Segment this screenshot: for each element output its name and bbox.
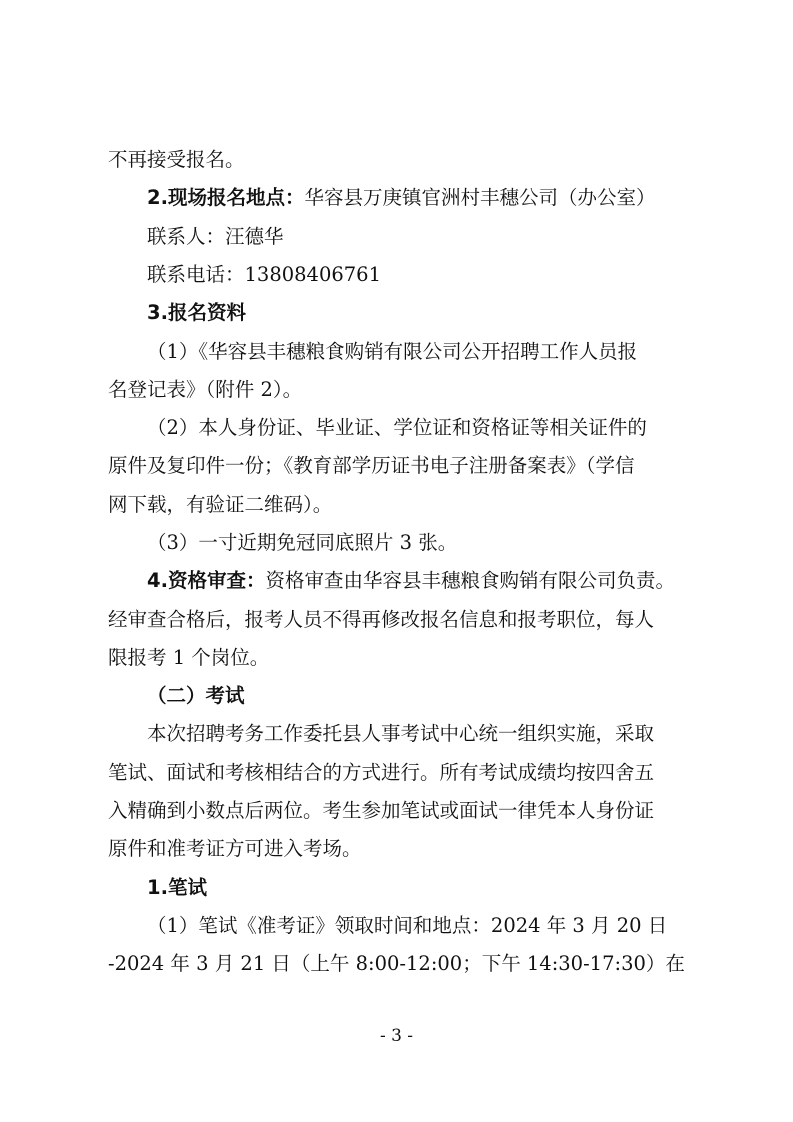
text-line — [0, 376, 793, 404]
line-text: 不再接受报名。 — [108, 148, 245, 171]
line-text: 资格审查由华容县丰穗粮食购销有限公司负责。 — [265, 569, 675, 592]
line-text: 联系人：汪德华 — [147, 225, 284, 248]
text-line — [0, 950, 793, 978]
text-line — [0, 644, 793, 672]
line-text: -2024 年 3 月 21 日（上午 8:00-12:00；下午 14:30-17:30）在 — [108, 952, 685, 975]
text-line — [0, 759, 793, 787]
section-label: （二）考试 — [147, 684, 245, 707]
text-line — [0, 720, 793, 748]
text-line — [0, 261, 793, 289]
line-text: 本次招聘考务工作委托县人事考试中心统一组织实施，采取 — [147, 722, 655, 745]
line-text: 入精确到小数点后两位。考生参加笔试或面试一律凭本人身份证 — [108, 799, 655, 822]
line-text: 华容县万庚镇官洲村丰穗公司（办公室） — [304, 186, 656, 209]
text-line — [0, 606, 793, 634]
line-text: （2）本人身份证、毕业证、学位证和资格证等相关证件的 — [147, 416, 647, 439]
text-line — [0, 452, 793, 480]
section-label: 2.现场报名地点： — [147, 186, 305, 209]
section-heading-line — [0, 184, 793, 212]
line-text: （1）笔试《准考证》领取时间和地点：2024 年 3 月 20 日 — [147, 914, 668, 937]
section-heading-line — [0, 682, 793, 710]
text-line — [0, 414, 793, 442]
line-text: 限报考 1 个岗位。 — [108, 646, 270, 669]
section-label: 3.报名资料 — [147, 301, 246, 324]
section-heading-line — [0, 299, 793, 327]
section-label: 4.资格审查： — [147, 569, 266, 592]
line-text: 经审查合格后，报考人员不得再修改报名信息和报考职位，每人 — [108, 608, 655, 631]
page-number: - 3 - — [379, 1026, 414, 1046]
line-text: 网下载，有验证二维码）。 — [108, 493, 333, 516]
text-line — [0, 912, 793, 940]
text-line — [0, 797, 793, 825]
section-heading-line — [0, 874, 793, 902]
line-text: （3）一寸近期免冠同底照片 3 张。 — [147, 531, 458, 554]
text-line — [0, 223, 793, 251]
line-text: 原件和准考证方可进入考场。 — [108, 837, 362, 860]
text-line — [0, 146, 793, 174]
text-line — [0, 338, 793, 366]
line-text: 笔试、面试和考核相结合的方式进行。所有考试成绩均按四舍五 — [108, 761, 655, 784]
text-line — [0, 491, 793, 519]
section-heading-line — [0, 567, 793, 595]
text-line — [0, 529, 793, 557]
line-text: 名登记表》（附件 2）。 — [108, 378, 303, 401]
line-text: 原件及复印件一份；《教育部学历证书电子注册备案表》（学信 — [108, 454, 635, 477]
text-line — [0, 835, 793, 863]
section-label: 1.笔试 — [147, 876, 207, 899]
line-text: （1）《华容县丰穗粮食购销有限公司公开招聘工作人员报 — [147, 340, 638, 363]
line-text: 联系电话：13808406761 — [147, 263, 381, 286]
